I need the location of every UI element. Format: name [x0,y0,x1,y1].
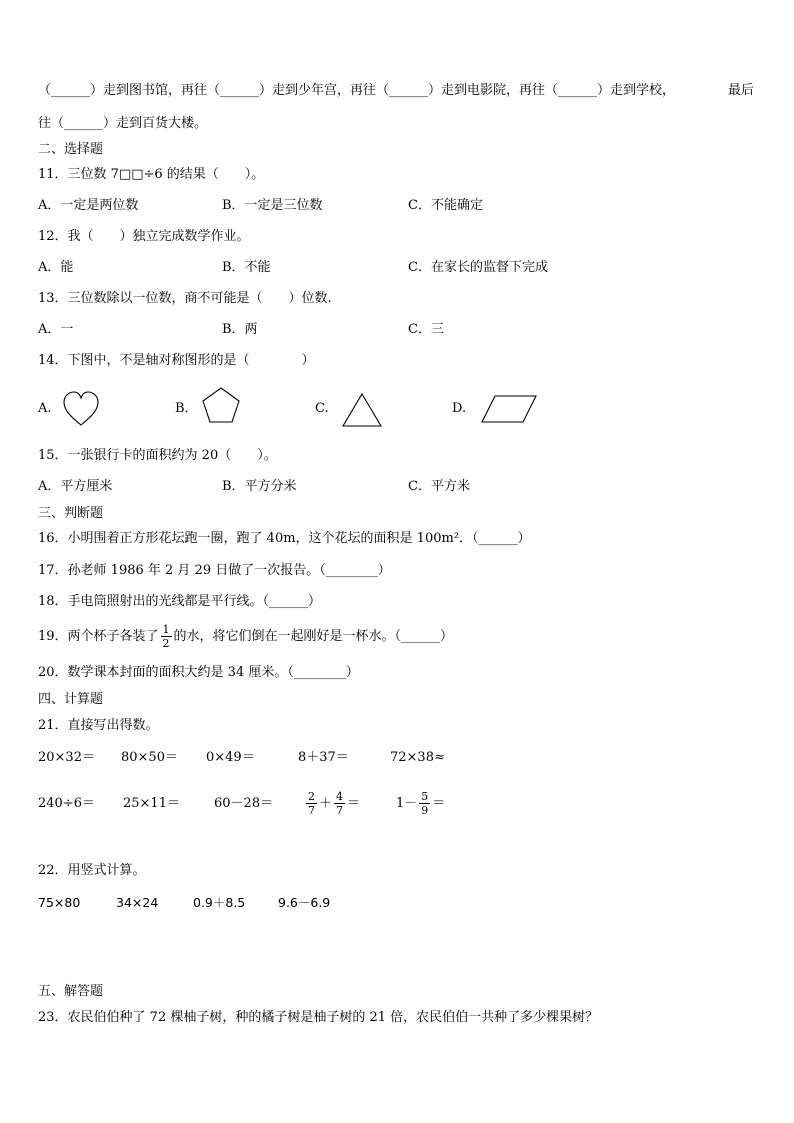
pentagon-icon [202,387,240,423]
q16-text: 16．小明围着正方形花坛跑一圈，跑了 40m，这个花坛的面积是 100m²．（______） [38,531,531,546]
q19-post: 的水，将它们倒在一起刚好是一杯水。（______） [173,629,454,644]
q11-option-c: C．不能确定 [408,198,483,213]
q11-option-a: A．一定是两位数 [38,198,139,213]
q23-text: 23．农民伯伯种了 72 棵柚子树，种的橘子树是柚子树的 21 倍，农民伯伯一共种了多少棵果树？ [38,1010,599,1025]
fraction [334,790,345,817]
q19-fraction [161,623,172,650]
section-judge-heading: 三、判断题 [38,506,104,521]
denominator: 7 [336,804,344,817]
q22-item: 9.6－6.9 [278,895,331,910]
q13-stem: 13．三位数除以一位数，商不可能是（ ）位数. [38,291,332,306]
section-solve-heading: 五、解答题 [38,984,104,999]
q19-fraction-numerator: 1 [162,623,170,636]
q11-stem: 11．三位数 7□□÷6 的结果（ ）。 [38,167,265,182]
q19-pre: 19．两个杯子各装了 [38,629,159,644]
q22-stem: 22．用竖式计算。 [38,863,146,878]
q14-stem: 14．下图中，不是轴对称图形的是（ ） [38,353,315,368]
numerator: 5 [421,790,429,803]
q20-text: 20．数学课本封面的面积大约是 34 厘米。（________） [38,665,359,680]
equals-sign: ＝ [347,796,361,811]
q15-stem: 15．一张银行卡的面积约为 20（ ）。 [38,448,277,463]
q21-fraction-sum [304,786,360,822]
q21-item: 8＋37＝ [298,750,349,765]
q13-option-b: B．两 [222,322,258,337]
parallelogram-icon [481,395,537,423]
q21-item: 0×49＝ [206,750,255,765]
q15-option-c: C．平方米 [408,479,470,494]
q18-text: 18．手电筒照射出的光线都是平行线。（______） [38,594,322,609]
plus-sign: ＋ [319,796,333,811]
q12-option-b: B．不能 [222,260,271,275]
section-choice-heading: 二、选择题 [38,142,104,157]
fraction [419,790,430,817]
q21-item: 20×32＝ [38,750,95,765]
q21-item: 80×50＝ [121,750,178,765]
minuend: 1－ [396,796,418,811]
heart-icon [62,391,100,427]
q21-fraction-difference [396,786,445,822]
q21-item: 240÷6＝ [38,796,95,811]
q12-stem: 12．我（ ）独立完成数学作业。 [38,229,250,244]
denominator: 7 [308,804,315,817]
q15-option-b: B．平方分米 [222,479,297,494]
q14-option-d: D. [452,401,467,416]
q15-option-a: A．平方厘米 [38,479,113,494]
q14-option-c: C. [315,401,329,416]
q12-option-c: C．在家长的监督下完成 [408,260,548,275]
intro-line-1-end: 最后 [728,83,755,98]
q21-item: 72×38≈ [390,750,445,765]
numerator: 2 [308,790,315,803]
q22-item: 34×24 [116,895,159,910]
q21-item: 60－28＝ [214,796,274,811]
q22-item: 75×80 [38,895,81,910]
equals-sign: ＝ [432,796,446,811]
q17-text: 17．孙老师 1986 年 2 月 29 日做了一次报告。（________） [38,563,391,578]
q21-stem: 21．直接写出得数。 [38,718,159,733]
q13-option-c: C．三 [408,322,444,337]
q21-item: 25×11＝ [123,796,180,811]
intro-line-1: （______）走到图书馆，再往（______）走到少年宫，再往（______）走到电影院，再往（______）走到学校， [38,83,676,98]
denominator: 9 [421,804,429,817]
triangle-icon [342,393,382,427]
q11-option-b: B．一定是三位数 [222,198,323,213]
q14-option-b: B． [175,401,198,416]
q12-option-a: A．能 [38,260,74,275]
q19-text [38,620,453,654]
section-calc-heading: 四、计算题 [38,692,104,707]
fraction [306,790,317,817]
q22-item: 0.9＋8.5 [193,895,246,910]
numerator: 4 [336,790,344,803]
intro-line-2: 往（______）走到百货大楼。 [38,116,208,131]
q19-fraction-denominator: 2 [162,637,170,650]
q14-option-a: A. [38,401,52,416]
q13-option-a: A．一 [38,322,74,337]
